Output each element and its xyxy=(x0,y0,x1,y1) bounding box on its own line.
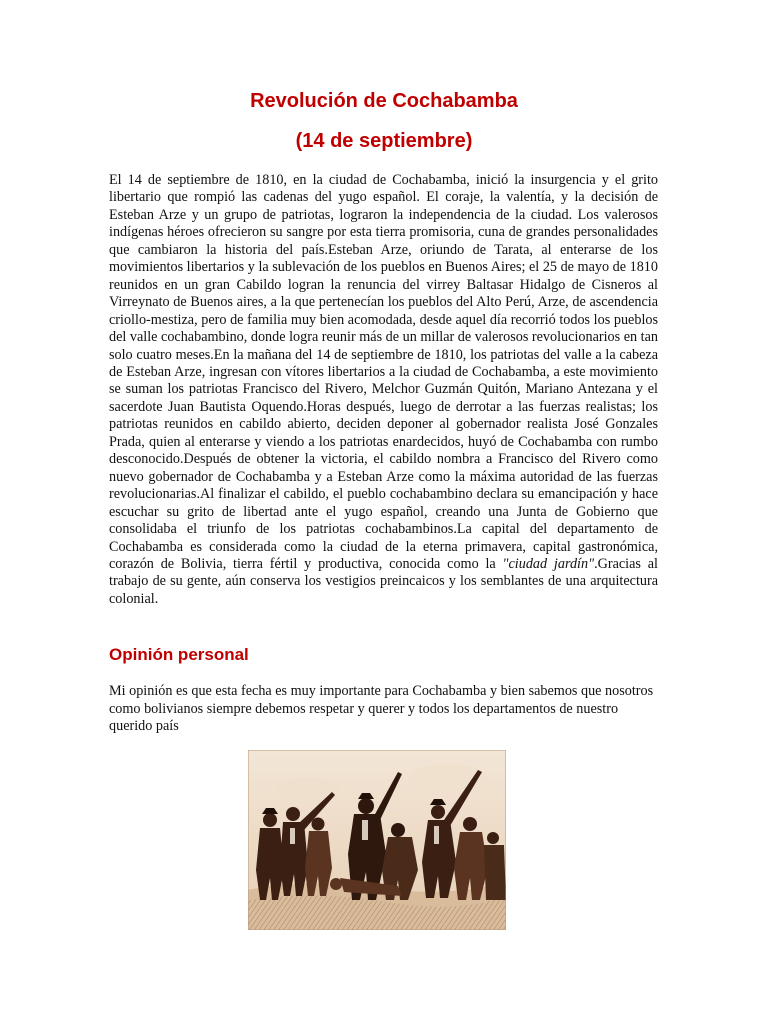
battle-engraving-icon xyxy=(248,750,506,930)
document-subtitle-date: (14 de septiembre) xyxy=(295,130,473,152)
opinion-paragraph: Mi opinión es que esta fecha es muy importante para Cochabamba y bien sabemos que nosotros como bolivianos siempre debemos respetar y querer y todos los departamentos de nuestro querido país xyxy=(109,683,654,734)
ciudad-jardin-quote: "ciudad jardín" xyxy=(502,555,595,572)
main-paragraph-text-2: .Gracias al trabajo de su gente, aún conserva los vestigios preincaicos y los semblantes de una arquitectura colonial. xyxy=(109,555,658,607)
battle-illustration xyxy=(248,750,506,930)
main-paragraph xyxy=(109,172,658,608)
main-paragraph-text-1: El 14 de septiembre de 1810, en la ciudad de Cochabamba, inició la insurgencia y el grito libertario que rompió las cadenas del yugo español. El coraje, la valentía, y la decisión de Esteban Arze y un grupo de patriotas, lograron la independencia de la ciudad. Los valerosos indígenas héroes ofrecieron su sangre por esta tierra promisoria, cuna de grandes personalidades que cambiaron la historia del país.Esteban Arze, oriundo de Tarata, al enterarse de los movimientos libertarios y la sublevación de los pueblos en Buenos Aires; el 25 de mayo de 1810 reunidos en un gran Cabildo logran la renuncia del virrey Baltasar Hidalgo de Cisneros al Virreynato de Buenos aires, a la que pertenecían los pueblos del Alto Perú, Arze, de ascendencia criollo-mestiza, pero de familia muy bien acomodada, desde aquel día recorrió todos los pueblos del valle cochabambino, donde logra reunir más de un millar de valerosos revolucionarios en tan solo cuatro meses.En la mañana del 14 de septiembre de 1810, los patriotas del valle a la cabeza de Esteban Arze, ingresan con vítores libertarios a la ciudad de Cochabamba, a este movimiento se suman los patriotas Francisco del Rivero, Melchor Guzmán Quitón, Mariano Antezana y el sacerdote Juan Bautista Oquendo.Horas después, luego de derrotar a las fuerzas realistas; los patriotas reunidos en cabildo abierto, deciden deponer al gobernador realista José Gonzales Prada, quien al enterarse y viendo a los patriotas enardecidos, huyó de Cochabamba con rumbo desconocido.Después de obtener la victoria, el cabildo nombra a Francisco del Rivero como nuevo gobernador de Cochabamba y a Esteban Arze como la máxima autoridad de las fuerzas revolucionarias.Al finalizar el cabildo, el pueblo cochabambino declara su emancipación y hace escuchar su grito de libertad ante el yugo español, creando una Junta de Gobierno que consolidaba el triunfo de los patriotas cochabambinos.La capital del departamento de Cochabamba es considerada como la ciudad de la eterna primavera, capital gastronómica, corazón de Bolivia, tierra fértil y productiva, conocida como la xyxy=(109,172,658,572)
document-title: Revolución de Cochabamba xyxy=(250,90,518,112)
opinion-heading: Opinión personal xyxy=(109,645,249,664)
